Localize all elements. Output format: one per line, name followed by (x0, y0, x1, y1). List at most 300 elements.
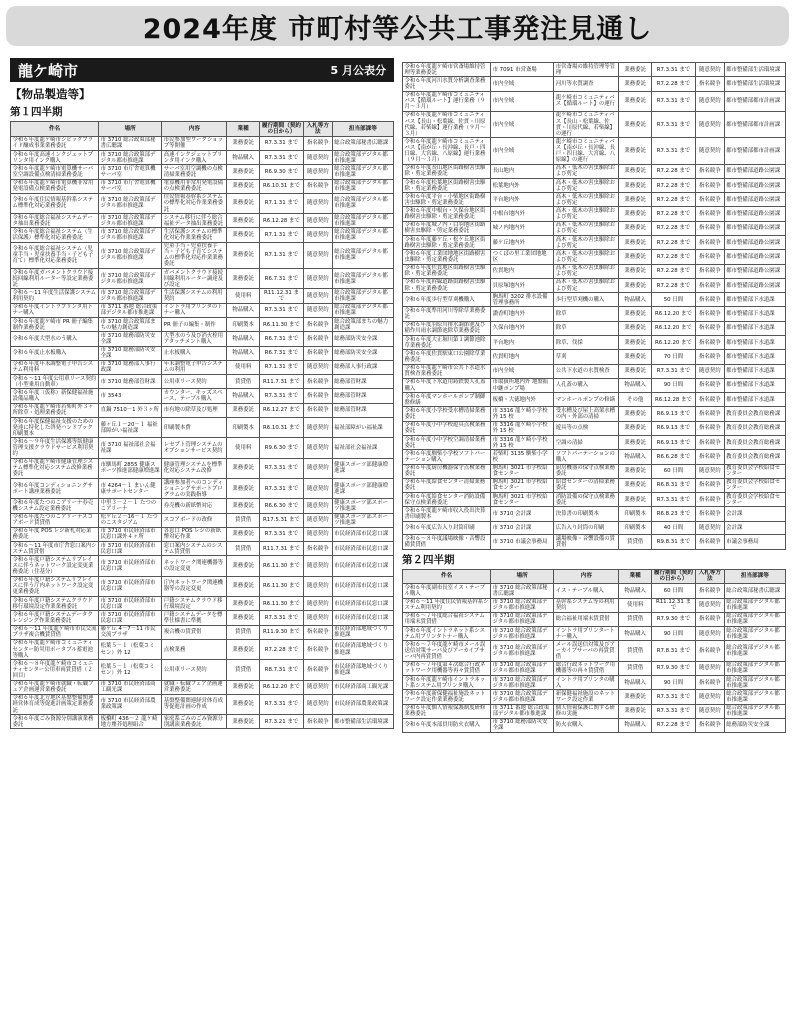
table-cell: 業務委託 (619, 164, 652, 178)
column-header: 履行期間（契約の日から） (259, 122, 303, 137)
table-cell: 物品購入 (619, 718, 652, 732)
table-cell: つくばの里工業団地地区 (491, 250, 554, 264)
table-cell: 龍ケ崎市コミュニティバス【長山・松葉線、佐貫・川原代線、若柴線】の運行 (554, 111, 619, 137)
table-row (403, 584, 786, 598)
table-cell: 業務委託 (227, 228, 260, 242)
table-row (403, 627, 786, 641)
table-cell: 市 3710 総合政策部デジタル都市推進課 (99, 242, 162, 268)
table-cell: 総合政策部デジタル都市推進課 (724, 641, 785, 661)
table-cell: R6.9.13 まで (651, 435, 695, 449)
table-cell: 業務委託 (619, 77, 652, 91)
table-cell: 市 3710 総合政策部デジタル都市推進課 (491, 690, 554, 704)
table-cell: 住民情報基幹系システムの標準化対応作業業務委託 (162, 193, 227, 213)
table-cell: 市 3710 総合政策部デジタル都市推進課 (99, 214, 162, 228)
table-cell: 券売機の新紙幣対応 (162, 499, 227, 513)
table-row (11, 136, 394, 150)
table-cell: 除草、伐採 (554, 336, 619, 350)
table-cell: 公用車リース契約 (162, 375, 227, 389)
table-cell: 令和６年度龍ケ崎市コミュニティバス【長山・松葉線、佐貫・川原代線、若柴線】運行業務（９月～３月） (403, 111, 491, 137)
table-cell: 指名競争 (303, 317, 332, 331)
table-cell: 令和６年度広告入り封筒印刷 (403, 521, 491, 535)
table-cell: 随意契約 (303, 556, 332, 576)
table-row (403, 704, 786, 718)
table-cell: 受水槽及び屋上高架水槽の内・外部の清掃 (554, 407, 619, 421)
quarter-1-heading: 第１四半期 (10, 106, 63, 118)
column-header: 担当部課等 (724, 569, 785, 584)
table-cell: 議場映像・音響設備の賃貸借 (554, 535, 619, 549)
table-cell: R9.6.30 まで (259, 438, 303, 458)
table-cell: 令和６年度戸籍システムクラウド移行環境設定作業業務委託 (11, 597, 99, 611)
table-cell: 市民経済部市民窓口課 (332, 611, 393, 625)
table-cell: 指名競争 (303, 403, 332, 417)
table-cell: 令和６年度河川水質分析調査業務委託 (403, 77, 491, 91)
table-cell: R7.3.21 まで (259, 715, 303, 729)
table-row (403, 77, 786, 91)
table-cell: R7.2.28 まで (651, 77, 695, 91)
table-cell: 総務部管財課 (332, 389, 393, 403)
table-cell: 総合政策部デジタル都市推進課 (332, 242, 393, 268)
table-cell: 令和６年度給食センター清掃業務委託 (403, 478, 491, 492)
table-cell: 佐貫町地内 (491, 350, 554, 364)
table-cell: 駒馬町 3021 市学校給食センター (491, 464, 554, 478)
table-cell: 就職・転職フェア企画運営業務委託 (162, 680, 227, 694)
table-cell: 令和６年度下水道用鋳鉄製人孔蓋購入 (403, 378, 491, 392)
table-cell: 広告入り封筒の印刷 (554, 521, 619, 535)
table-cell: 使用料 (619, 598, 652, 612)
table-cell: 業務委託 (619, 493, 652, 507)
table-row (11, 694, 394, 714)
table-cell: 令和６年度大型水のう購入 (11, 332, 99, 346)
table-cell: 令和６年度龍ケ崎市コミュニティバス【南が丘・長沖線、長戸・四日線、大宮線、八原線】運行業務（９月～３月） (403, 138, 491, 164)
table-cell: 随意契約 (303, 228, 332, 242)
table-cell: 歩行型草刈機の購入 (554, 293, 619, 307)
table-cell: 除草 (554, 321, 619, 335)
table-cell: 業務委託 (227, 499, 260, 513)
table-cell: イントラ用プリンタのトナー購入 (162, 303, 227, 317)
table-cell: 都市整備部都市計画課 (724, 111, 785, 137)
table-cell: 随意契約 (303, 242, 332, 268)
table-cell: 健康スポーツ部スポーツ推進課 (332, 513, 393, 527)
table-cell: 都市整備部生活環境課 (724, 63, 785, 77)
table-row (11, 556, 394, 576)
table-cell: 点検業務 (162, 639, 227, 659)
table-cell: 総合政策部デジタル都市推進課 (724, 704, 785, 718)
table-cell: 指名競争 (303, 625, 332, 639)
table-cell: R7.9.30 まで (651, 612, 695, 626)
table-cell: 市内全域 (491, 77, 554, 91)
table-cell: 令和６～８年度龍ケ崎市コミュニティセンター公用車両賃貸借（２回目） (11, 660, 99, 680)
table-cell: 教育委員会教育総務課 (724, 450, 785, 464)
table-cell: 物品購入 (227, 303, 260, 317)
table-cell: レセプト管理システムのオプションサービス契約 (162, 438, 227, 458)
table-cell: 都市整備部道路公園課 (724, 193, 785, 207)
table-cell: 電算機用非常用発電設備の点検業務委託 (162, 179, 227, 193)
table-cell: 業務委託 (619, 221, 652, 235)
table-cell: 基盤整備関連経営体育成等促進計画の作成 (162, 694, 227, 714)
table-cell: 業務委託 (619, 421, 652, 435)
table-cell: 随意契約 (303, 417, 332, 437)
table-cell: 生活保護システムの標準化対応作業業務委託 (162, 228, 227, 242)
table-row (11, 715, 394, 729)
column-header: 件名 (403, 569, 491, 584)
table-cell: 業務委託 (619, 278, 652, 292)
table-cell: 総合政策部デジタル都市推進課 (724, 612, 785, 626)
table-cell: 業務委託 (619, 236, 652, 250)
table-cell: 市内全域 (491, 91, 554, 111)
table-cell: 随意契約 (303, 611, 332, 625)
table-cell: 市 3710 市民経済部商工観光課 (99, 680, 162, 694)
table-cell: 60 日間 (651, 584, 695, 598)
table-cell: 指名競争 (303, 660, 332, 680)
table-cell: 賃貸借 (227, 513, 260, 527)
table-cell: R6.12.20 まで (651, 321, 695, 335)
table-cell: R7.3.31 まで (651, 690, 695, 704)
table-cell: 随意契約 (695, 111, 724, 137)
table-cell: 随意契約 (695, 464, 724, 478)
table-row (403, 178, 786, 192)
table-cell: R7.3.31 まで (259, 136, 303, 150)
table-cell: R7.3.31 まで (259, 478, 303, 498)
table-cell: 龍ケ崎市コミュニティバス【循環ルート】の運行 (554, 91, 619, 111)
table-cell: 市有地の除草及び処理 (162, 403, 227, 417)
table-cell: 指名競争 (695, 264, 724, 278)
table-cell: 教育委員会学校給食センター (724, 478, 785, 492)
table-cell: 賃貸借 (619, 535, 652, 549)
table-row (11, 438, 394, 458)
table-cell: R7.3.31 まで (651, 91, 695, 111)
table-cell: 業務委託 (619, 478, 652, 492)
table-cell: 随意契約 (695, 63, 724, 77)
table-cell: 令和６年度龍ケ崎市コミュニティバス【循環ルート】運行業務（９月～３月） (403, 91, 491, 111)
table-cell: 都市整備部道路公園課 (724, 207, 785, 221)
table-cell: 業務委託 (619, 336, 652, 350)
table-cell: 市 3710 総合政策部デジタル都市推進課 (99, 269, 162, 289)
table-cell: 市 4264－１ まいん健康サポートセンター (99, 478, 162, 498)
table-row (11, 150, 394, 164)
table-cell: R7.3.31 まで (259, 458, 303, 478)
table-cell: 令和６年度松葉地区街路樹害虫駆除・剪定業務委託 (403, 178, 491, 192)
table-cell: 令和６年度長山地区街路樹害虫駆除・剪定業務委託 (403, 164, 491, 178)
column-header: 場所 (491, 569, 554, 584)
table-cell: 市 3710 市民経済部市民窓口課 (99, 542, 162, 556)
table-cell: R7.3.31 まで (651, 493, 695, 507)
table-cell: 印刷製本 (619, 521, 652, 535)
table-cell: R7.1.31 まで (259, 360, 303, 374)
table-cell: 賃貸借 (227, 660, 260, 680)
table-cell: 業務委託 (619, 690, 652, 704)
table-cell: 指名競争 (695, 336, 724, 350)
table-cell: 総務部管財課 (332, 403, 393, 417)
table-cell: 市 3710 総合政策部デジタル都市推進課 (491, 627, 554, 641)
table-cell: 指名競争 (695, 350, 724, 364)
table-cell: 令和６年度龍ケ崎市健康管理システム標準化対応システム改修業務委託 (11, 458, 99, 478)
table-cell: R11.12.31 まで (651, 598, 695, 612)
table-cell: 随意契約 (695, 91, 724, 111)
table-cell: 教育委員会教育総務課 (724, 421, 785, 435)
table-cell: 市 3710 総合政策部デジタル都市推進課 (491, 675, 554, 689)
table-cell: 業務委託 (619, 207, 652, 221)
table-cell: 業務委託 (227, 165, 260, 179)
table-row (403, 164, 786, 178)
table-cell: 講座参加者へのコンディショニングサポートプログラムの実践指導 (162, 478, 227, 498)
table-cell: 指名競争 (303, 136, 332, 150)
table-cell: 児童手当・児童扶養手当・子ども子育てシステムの標準化対応作業業務委託 (162, 242, 227, 268)
table-cell: 藤ケ丘地内外 (491, 236, 554, 250)
table-cell: 市営斎場の維持管理等管理 (554, 63, 619, 77)
table-cell: 市 3710 市庁舎電算機サーバ室 (99, 165, 162, 179)
table-cell: 指名競争 (695, 675, 724, 689)
table-cell: 随意契約 (303, 360, 332, 374)
table-cell: 業務委託 (619, 321, 652, 335)
table-cell: 物品購入 (619, 378, 652, 392)
table-cell: 指名競争 (695, 321, 724, 335)
table-cell: 基幹系システム等の利用契約 (554, 598, 619, 612)
table-cell: R6.10.31 まで (259, 179, 303, 193)
table-cell: 板橋町 436－２ 龍ケ崎地方塵芥処理組合 (99, 715, 162, 729)
table-row (11, 214, 394, 228)
table-cell: 市 3710 市民経済部市民窓口課外４ヶ所 (99, 527, 162, 541)
table-cell: 随意契約 (695, 690, 724, 704)
table-cell: 大型水のう及び消火栓用アタッチメント購入 (162, 332, 227, 346)
table-cell: R7.3.31 まで (651, 138, 695, 164)
table-cell: 止水板購入 (162, 346, 227, 360)
table-cell: R6.11.30 まで (259, 576, 303, 596)
table-cell: 令和６年度給食センター消防設備保守点検業務委託 (403, 493, 491, 507)
table-cell: 駒馬町 3021 市学校給食センター (491, 493, 554, 507)
table-cell: R7.1.31 まで (259, 193, 303, 213)
table-cell: 会計課 (724, 507, 785, 521)
table-cell: R6.9.30 まで (259, 165, 303, 179)
table-cell: 松葉５－１（松葉コミセン）外 12 (99, 639, 162, 659)
quarter-2-heading: 第２四半期 (402, 553, 455, 566)
table-cell: 随意契約 (695, 364, 724, 378)
table-cell: 市内全域 (491, 364, 554, 378)
table-cell: 業務委託 (227, 680, 260, 694)
table-cell: 生活保護システムの利用契約 (162, 289, 227, 303)
table-cell: 高木・低木の害虫駆除および剪定 (554, 264, 619, 278)
table-row (11, 375, 394, 389)
table-cell: 業務委託 (227, 556, 260, 576)
table-cell: R6.6.30 まで (259, 499, 303, 513)
table-cell: 業務委託 (227, 179, 260, 193)
table-cell: 年末調整電子申告システムの利用 (162, 360, 227, 374)
table-cell: 業務委託 (619, 250, 652, 264)
table-cell: R7.9.30 まで (651, 661, 695, 675)
table-cell: 使用料 (227, 289, 260, 303)
table-cell: R7.2.28 まで (651, 207, 695, 221)
table-cell: 令和６年度幹線道路街路樹害虫駆除・剪定業務委託 (403, 278, 491, 292)
table-cell: 健康スポーツ部スポーツ推進課 (332, 499, 393, 513)
table-row (11, 597, 394, 611)
table-cell: 業務委託 (619, 178, 652, 192)
table-cell: 令和６年度歩行型草刈機購入 (403, 293, 491, 307)
table-cell: 板橋・大徳地内外 (491, 393, 554, 407)
table-cell: 総合福祉用端末賃貸借 (554, 612, 619, 626)
table-cell: 総務部防災安全課 (332, 346, 393, 360)
table-cell: 指名競争 (695, 307, 724, 321)
table-row (11, 417, 394, 437)
table-cell: 令和６年度工業団地地区街路樹害虫駆除・剪定業務委託 (403, 250, 491, 264)
table-cell: 令和６年度イントラネット系システム用プリンタトナー購入 (403, 627, 491, 641)
table-cell: R6.12.28 まで (651, 393, 695, 407)
section-title: 【物品製造等】 (10, 87, 91, 101)
table-cell: 貝原塚地内外 (491, 278, 554, 292)
table-cell: 指名競争 (303, 715, 332, 729)
table-cell: 各窓口 POS レジの新紙幣対応作業 (162, 527, 227, 541)
table-row (403, 493, 786, 507)
table-cell: 長山地内 (491, 164, 554, 178)
table-cell: マンホールポンプの修繕 (554, 393, 619, 407)
table-cell: 60 日間 (651, 464, 695, 478)
table-cell: R6.11.30 まで (259, 317, 303, 331)
table-cell: 業務委託 (227, 403, 260, 417)
table-cell: R7.2.28 まで (259, 639, 303, 659)
table-cell: 令和６～11 年度住民情報基幹系システム利用契約 (403, 598, 491, 612)
column-header: 件名 (11, 122, 99, 137)
table-cell: 窓口案内システムのシステム賃貸借 (162, 542, 227, 556)
column-header: 場所 (99, 122, 162, 137)
table-cell: 都市整備部下水道課 (724, 350, 785, 364)
table-cell: 市 3710 総合政策部秘書広聴課 (99, 136, 162, 150)
table-cell: 防火衣購入 (554, 718, 619, 732)
table-cell: 松ケ丘２－16－１ たつのこスタジアム (99, 513, 162, 527)
table-cell: 市 3710 市民経済部市民窓口課 (99, 576, 162, 596)
table-row (11, 458, 394, 478)
table-row (11, 542, 394, 556)
table-row (403, 193, 786, 207)
table-cell: 市取扱所地内外 地盤振中継ポンプ場 (491, 378, 554, 392)
table-cell: R9.8.31 まで (651, 535, 695, 549)
table-cell: 随意契約 (303, 269, 332, 289)
table-row (403, 478, 786, 492)
table-cell: 随意契約 (695, 704, 724, 718)
city-name: 龍ケ崎市 (18, 61, 79, 80)
procurement-table-q2 (402, 569, 786, 734)
table-cell: 市馴馬町 2855 健康スポーツ推進部健康増進課 (99, 458, 162, 478)
table-cell: 市 3710 総合政策部デジタル都市推進課 (99, 228, 162, 242)
table-cell: 都市整備部下水道課 (724, 307, 785, 321)
table-cell: 印刷製本 (227, 317, 260, 331)
table-cell: 随意契約 (695, 521, 724, 535)
table-cell: 松葉地内外 (491, 178, 554, 192)
table-cell: 令和６年度たつのこアリーナ券売機システム設定業務委託 (11, 499, 99, 513)
table-cell: 市 3710 総合政策部デジタル都市推進課 (491, 612, 554, 626)
table-cell: R11.7.31 まで (259, 542, 303, 556)
table-cell: 物品購入 (227, 332, 260, 346)
table-cell: 令和６年度年末調整電子申告システム利用料 (11, 360, 99, 374)
table-cell: 令和６年度止水板購入 (11, 346, 99, 360)
table-cell: 若柴町 3135 馴柴小学校 (491, 450, 554, 464)
table-cell: 物品購入 (619, 450, 652, 464)
table-row (11, 389, 394, 403)
table-cell: 業務委託 (227, 242, 260, 268)
table-row (403, 718, 786, 732)
table-cell: R7.1.31 まで (259, 228, 303, 242)
table-cell: 令和６年度マンホールポンプ制御盤修繕 (403, 393, 491, 407)
table-cell: スコアボードの改修 (162, 513, 227, 527)
table-cell: 家庭系ごみのごみ資源分別講演業務委託 (162, 715, 227, 729)
table-cell: 令和６年度副市長室イス・テーブル購入 (403, 584, 491, 598)
table-cell: 指名競争 (695, 507, 724, 521)
table-cell: 指名競争 (303, 179, 332, 193)
table-cell: 随意契約 (303, 214, 332, 228)
table-cell: 随意契約 (695, 138, 724, 164)
table-cell: R8.7.31 まで (259, 660, 303, 680)
table-cell: 厨房機器の保守点検業務委託 (554, 464, 619, 478)
table-row (403, 91, 786, 111)
table-cell: 業務委託 (619, 307, 652, 321)
table-cell: R7.8.31 まで (651, 641, 695, 661)
table-cell: 都市整備部生活環境課 (332, 715, 393, 729)
table-cell: 中根台地内外 (491, 207, 554, 221)
table-cell: 随意契約 (303, 165, 332, 179)
table-cell: 指名競争 (695, 278, 724, 292)
page-title: 2024年度 市町村等公共工事発注見通し (6, 6, 789, 46)
table-row (11, 228, 394, 242)
table-cell: 物品購入 (227, 389, 260, 403)
table-cell: 指名競争 (695, 450, 724, 464)
table-cell: 物品購入 (619, 627, 652, 641)
table-cell: 高木・低木の害虫駆除および剪定 (554, 221, 619, 235)
table-row (11, 611, 394, 625)
table-cell: 業務委託 (619, 111, 652, 137)
table-cell: 業務委託 (227, 715, 260, 729)
table-row (403, 435, 786, 449)
table-cell: 市 3710 総合政策部デジタル都市推進課 (99, 150, 162, 164)
table-cell: 賃貸借 (227, 542, 260, 556)
table-cell: R7.2.28 まで (651, 221, 695, 235)
table-row (403, 278, 786, 292)
table-cell: 市 7091 市営斎場 (491, 63, 554, 77)
table-cell: 指名競争 (695, 584, 724, 598)
table-cell: 令和６年度高速インクジェットプリンタ用インク購入 (11, 150, 99, 164)
table-cell: 駒馬町 3021 市学校給食センター (491, 478, 554, 492)
table-cell: 指名競争 (695, 293, 724, 307)
table-cell: 市民経済部地域づくり推進課 (332, 625, 393, 639)
table-cell: 駒馬町 3202 排水設備管理事務所 (491, 293, 554, 307)
table-cell: 総合政策部デジタル都市推進課 (724, 661, 785, 675)
table-cell: 90 日間 (651, 378, 695, 392)
table-cell: 市 3710 総務部防災安全課 (491, 718, 554, 732)
table-cell: 市 3710 市庁舎電算機サーバ室 (99, 179, 162, 193)
table-cell: ガバメントクラウド接続回線利用ルーター調達及び設定 (162, 269, 227, 289)
table-cell: 高木・低木の害虫駆除および剪定 (554, 178, 619, 192)
table-cell: 高木・低木の害虫駆除および剪定 (554, 193, 619, 207)
table-row (403, 350, 786, 364)
table-row (403, 221, 786, 235)
table-cell: 消防設備の保守点検業務委託 (554, 493, 619, 507)
table-cell: 教育委員会教育総務課 (724, 435, 785, 449)
table-cell: イントラ用プリンタの購入 (554, 675, 619, 689)
table-cell: 指名競争 (303, 346, 332, 360)
table-cell: 複合機の賃貸借 (162, 625, 227, 639)
table-cell: 市民経済部地域づくり推進課 (332, 660, 393, 680)
table-cell: 個人情報保護に関する研修の実施 (554, 704, 619, 718)
table-cell: 市 3711 番地 総合政策部デジタル都市推進課 (99, 303, 162, 317)
table-cell: R7.2.28 まで (651, 250, 695, 264)
table-cell: 随意契約 (303, 478, 332, 498)
table-row (403, 675, 786, 689)
table-cell: 令和６～７年度龍ケ崎市メール誤送信対策サーバ及びアーカイブサーバ内再賃貸借 (403, 641, 491, 661)
table-cell: 業務委託 (227, 193, 260, 213)
table-row (403, 63, 786, 77)
table-cell: 随意契約 (303, 303, 332, 317)
table-cell: 令和６年度龍ケ崎市就職・転職フェア企画運営業務委託 (11, 680, 99, 694)
table-cell: R7.3.31 まで (651, 63, 695, 77)
table-cell: 市 3710 総合政策部デジタル都市推進課 (99, 193, 162, 213)
table-cell: 総合政策部デジタル都市推進課 (332, 228, 393, 242)
table-cell: 指名競争 (695, 493, 724, 507)
